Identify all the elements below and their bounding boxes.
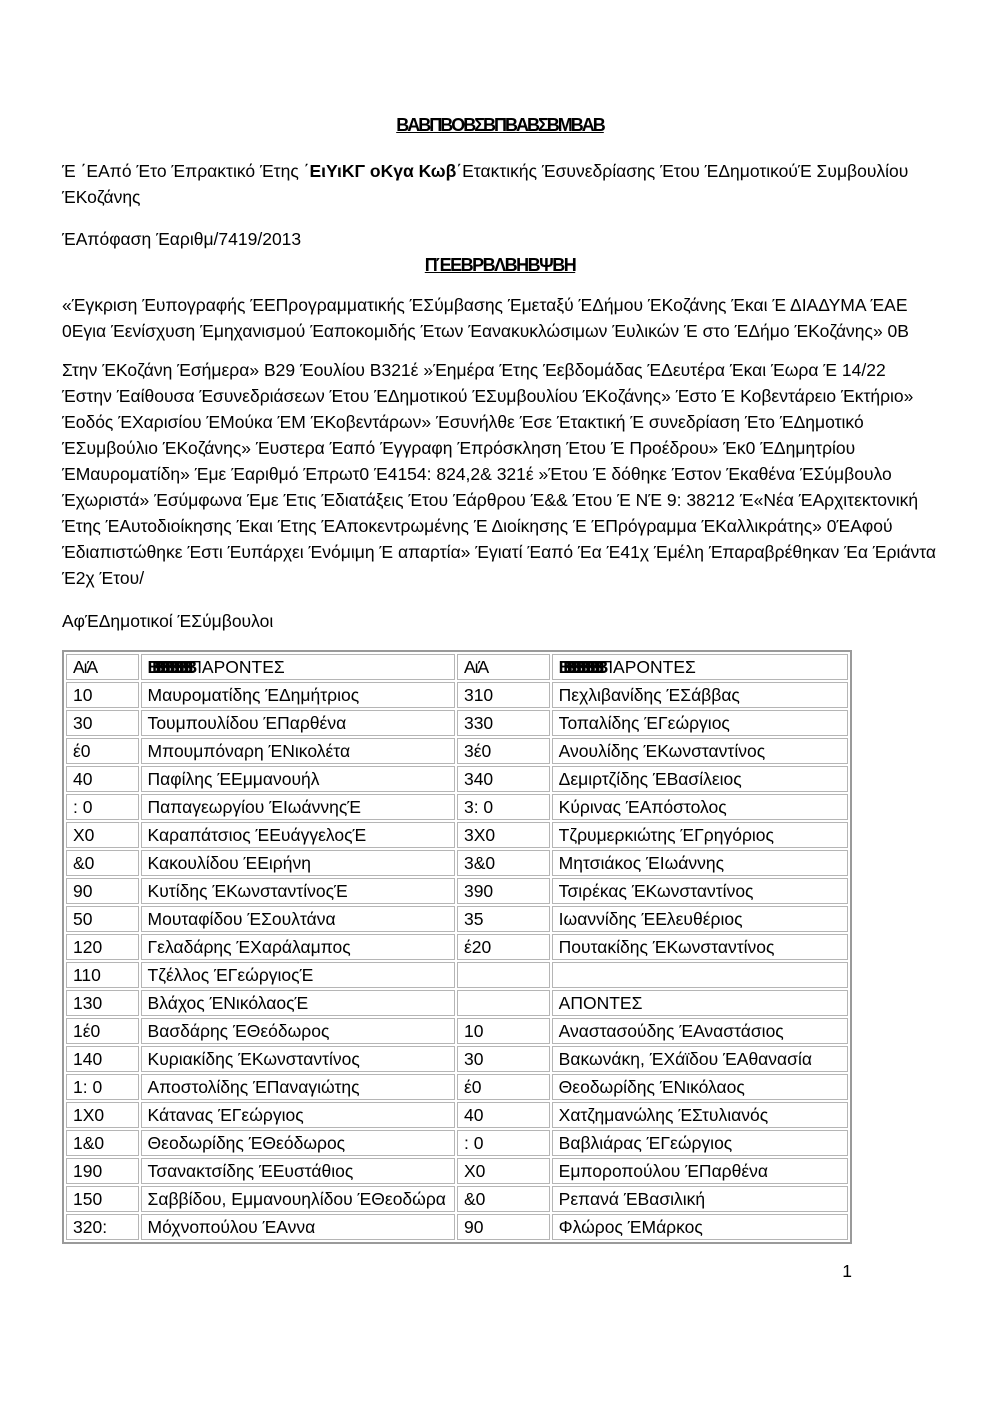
row-number-cell: 10	[457, 1018, 550, 1044]
session-details-paragraph: Στην ΈΚοζάνη Έσήμερα» Β29 Έουλίου Β321έ »Έημέρα Έτης Έεβδομάδας ΈΔευτέρα Έκαι Έωρα Έ 14/22 Έστην Έαίθουσα Έσυνεδριάσεων Έτου ΈΔημοτικού ΈΣυμβουλίου ΈΚοζάνης» Έστο Έ Κοβεντάρειο Έκτήριο» Έοδός ΈΧαρισίου ΈΜούκα ΈΜ ΈΚοβεντάρων» Έσυνήλθε Έσε Έτακτική Έ συνεδρίαση Έτο ΈΔημοτικό ΈΣυμβούλιο ΈΚοζάνης» Έυστερα Έαπό Έγγραφη Έπρόσκληση Έτου Έ Προέδρου» Έκ0 ΈΔημητρίου ΈΜαυροματίδη» Έμε Έαριθμό Έπρωτ0 Έ4154: 824,2& 321έ »Έτου Έ δόθηκε Έστον Έκαθένα ΈΣύμβουλο Έχωριστά» Έσύμφωνα Έμε Έτις Έδιατάξεις Έτου Έάρθρου Έ&& Έτου Έ ΝΈ 9: 38212 Έ«Νέα ΈΑρχιτεκτονική Έτης ΈΑυτοδιοίκησης Έκαι Έτης ΈΑποκεντρωμένης Έ Διοίκησης Έ ΈΠρόγραμμα ΈΚαλλικράτης» 0ΈΑφού Έδιαπιστώθηκε Έστι Έυπάρχει Ένόμιμη Έ απαρτία» Έγιατί Έαπό Έα Έ41χ Έμέλη Έπαραβρέθηκαν Έα Έριάντα Έ2χ Έτου/	[62, 360, 937, 588]
member-name-cell: Βλάχος ΈΝικόλαοςΈ	[141, 990, 455, 1016]
row-number-cell: 190	[66, 1158, 139, 1184]
row-number-cell: 30	[66, 710, 139, 736]
row-number-cell: 110	[66, 962, 139, 988]
row-number-cell: 1έ0	[66, 1018, 139, 1044]
row-number-cell: : 0	[66, 794, 139, 820]
table-row	[66, 1046, 848, 1072]
member-name-cell: Μητσιάκος ΈΙωάννης	[552, 850, 848, 876]
row-number-cell: 140	[66, 1046, 139, 1072]
member-name-cell: Πουτακίδης ΈΚωνσταντίνος	[552, 934, 848, 960]
row-number-cell: 3: 0	[457, 794, 550, 820]
member-name-cell: Βακωνάκη, ΈΧάϊδου ΈΑθανασία	[552, 1046, 848, 1072]
member-name-cell: Τζέλλος ΈΓεώργιοςΈ	[141, 962, 455, 988]
member-name-cell: Ανουλίδης ΈΚωνσταντίνος	[552, 738, 848, 764]
row-number-cell: 340	[457, 766, 550, 792]
aa-label-left: ΑιΆ	[73, 657, 98, 677]
member-name-cell: Τσιρέκας ΈΚωνσταντίνος	[552, 878, 848, 904]
document-title: ΒΑΒΠΒΟΒΣΒΠΒΑΒΣΒΜΒΑΒ	[396, 115, 604, 135]
member-name-cell: Παφίλης ΈΕμμανουήλ	[141, 766, 455, 792]
row-number-cell: 10	[66, 682, 139, 708]
present-label-left: ΠΑΡΟΝΤΕΣ	[189, 657, 285, 677]
member-name-cell: Κακουλίδου ΈΕιρήνη	[141, 850, 455, 876]
member-name-cell: Ρεπανά ΈΒασιλική	[552, 1186, 848, 1212]
intro-paragraph	[62, 158, 938, 210]
row-number-cell: 50	[66, 906, 139, 932]
table-row	[66, 682, 848, 708]
table-row	[66, 878, 848, 904]
page-number: 1	[842, 1261, 852, 1281]
subject-heading: ΠΈΕΒΡΒΛΒΗΒΨΒΗ	[424, 255, 576, 275]
table-row	[66, 1074, 848, 1100]
row-number-cell	[457, 962, 550, 988]
member-name-cell: Κυτίδης ΈΚωνσταντίνοςΈ	[141, 878, 455, 904]
member-name-cell: Εμποροπούλου ΈΠαρθένα	[552, 1158, 848, 1184]
decision-number-line: ΈΑπόφαση Έαριθμ/7419/2013	[62, 229, 302, 249]
row-number-cell: : 0	[457, 1130, 550, 1156]
row-number-cell: 120	[66, 934, 139, 960]
member-name-cell: Βαβλιάρας ΈΓεώργιος	[552, 1130, 848, 1156]
row-number-cell: 40	[457, 1102, 550, 1128]
row-number-cell: 130	[66, 990, 139, 1016]
row-number-cell: 390	[457, 878, 550, 904]
header-num-right	[457, 654, 550, 680]
table-row	[66, 822, 848, 848]
row-number-cell: έ20	[457, 934, 550, 960]
row-number-cell: έ0	[66, 738, 139, 764]
garble-block-left: ΒΒΒΒΒΒΒΒΒ	[147, 657, 190, 677]
table-row	[66, 1102, 848, 1128]
row-number-cell: 40	[66, 766, 139, 792]
member-name-cell: Καραπάτσιος ΈΕυάγγελοςΈ	[141, 822, 455, 848]
table-row	[66, 1018, 848, 1044]
table-row	[66, 990, 848, 1016]
member-name-cell: Τουμπουλίδου ΈΠαρθένα	[141, 710, 455, 736]
member-name-cell: Αναστασούδης ΈΑναστάσιος	[552, 1018, 848, 1044]
member-name-cell: Γελαδάρης ΈΧαράλαμπος	[141, 934, 455, 960]
member-name-cell: Κυριακίδης ΈΚωνσταντίνος	[141, 1046, 455, 1072]
member-name-cell: Χατζημανώλης ΈΣτυλιανός	[552, 1102, 848, 1128]
row-number-cell: 1&0	[66, 1130, 139, 1156]
table-row	[66, 1186, 848, 1212]
intro-text-post: ΄Ετακτικής Έσυνεδρίασης Έτου ΈΔημοτικούΈ Συμβουλίου ΈΚοζάνης	[62, 161, 909, 207]
attendees-intro-line: ΑφΈΔημοτικοί ΈΣύμβουλοι	[62, 611, 274, 631]
member-name-cell: Μπουμπόναρη ΈΝικολέτα	[141, 738, 455, 764]
table-header-row	[66, 654, 848, 680]
table-row	[66, 1158, 848, 1184]
row-number-cell: X0	[457, 1158, 550, 1184]
table-row	[66, 1214, 848, 1240]
row-number-cell: 320:	[66, 1214, 139, 1240]
table-row	[66, 850, 848, 876]
table-row	[66, 738, 848, 764]
member-name-cell: Τζρυμερκιώτης ΈΓρηγόριος	[552, 822, 848, 848]
row-number-cell: έ0	[457, 1074, 550, 1100]
member-name-cell: Σαββίδου, Εμμανουηλίδου ΈΘεοδώρα	[141, 1186, 455, 1212]
member-name-cell: Παπαγεωργίου ΈΙωάννηςΈ	[141, 794, 455, 820]
member-name-cell: Φλώρος ΈΜάρκος	[552, 1214, 848, 1240]
table-row	[66, 962, 848, 988]
member-name-cell: Μόχνοπούλου ΈΑννα	[141, 1214, 455, 1240]
row-number-cell: 30	[457, 1046, 550, 1072]
member-name-cell: Μαυροματίδης ΈΔημήτριος	[141, 682, 455, 708]
member-name-cell: Κάτανας ΈΓεώργιος	[141, 1102, 455, 1128]
table-row	[66, 1130, 848, 1156]
member-name-cell: Πεχλιβανίδης ΈΣάββας	[552, 682, 848, 708]
row-number-cell: 330	[457, 710, 550, 736]
member-name-cell: Θεοδωρίδης ΈΘεόδωρος	[141, 1130, 455, 1156]
intro-text-pre: Έ ΄ΕΑπό Έτο Έπρακτικό Έτης ΄	[62, 161, 310, 181]
row-number-cell: 1: 0	[66, 1074, 139, 1100]
header-present-left	[141, 654, 455, 680]
row-number-cell: X0	[66, 822, 139, 848]
member-name-cell: Μουταφίδου ΈΣουλτάνα	[141, 906, 455, 932]
table-row	[66, 766, 848, 792]
attendance-table	[62, 650, 852, 1244]
row-number-cell: 1X0	[66, 1102, 139, 1128]
row-number-cell: 310	[457, 682, 550, 708]
header-num-left	[66, 654, 139, 680]
row-number-cell: 3έ0	[457, 738, 550, 764]
member-name-cell: Κύρινας ΈΑπόστολος	[552, 794, 848, 820]
council-table-body	[66, 682, 848, 1240]
member-name-cell: Ιωαννίδης ΈΕλευθέριος	[552, 906, 848, 932]
row-number-cell: 90	[66, 878, 139, 904]
row-number-cell: 3X0	[457, 822, 550, 848]
row-number-cell: 35	[457, 906, 550, 932]
table-row	[66, 906, 848, 932]
present-label-right: ΠΑΡΟΝΤΕΣ	[600, 657, 696, 677]
row-number-cell: 150	[66, 1186, 139, 1212]
member-name-cell: Θεοδωρίδης ΈΝικόλαος	[552, 1074, 848, 1100]
member-name-cell: Τσανακτσίδης ΈΕυστάθιος	[141, 1158, 455, 1184]
row-number-cell: &0	[457, 1186, 550, 1212]
row-number-cell	[457, 990, 550, 1016]
table-row	[66, 710, 848, 736]
garble-block-right: ΒΒΒΒΒΒΒΒΒ	[558, 657, 601, 677]
member-name-cell: Δεμιρτζίδης ΈΒασίλειος	[552, 766, 848, 792]
member-name-cell: Αποστολίδης ΈΠαναγιώτης	[141, 1074, 455, 1100]
table-row	[66, 794, 848, 820]
meeting-number-bold: ΕιΥιΚΓ οΚγα Κωβ	[309, 161, 457, 181]
table-row	[66, 934, 848, 960]
member-name-cell: Τοπαλίδης ΈΓεώργιος	[552, 710, 848, 736]
aa-label-right: ΑιΆ	[463, 657, 489, 677]
summary-paragraph: «Έγκριση Έυπογραφής ΈΕΠρογραμματικής ΈΣύμβασης Έμεταξύ ΈΔήμου ΈΚοζάνης Έκαι Έ ΔΙΑΔΥΜΑ ΈΑΕ 0Εγια Έενίσχυση Έμηχανισμού Έαποκομιδής Έτων Έανακυκλώσιμων Έυλικών Έ στο ΈΔήμο ΈΚοζάνης» 0Β	[62, 295, 909, 341]
row-number-cell: &0	[66, 850, 139, 876]
member-name-cell	[552, 962, 848, 988]
member-name-cell: ΑΠΟΝΤΕΣ	[552, 990, 848, 1016]
header-present-right	[552, 654, 848, 680]
row-number-cell: 3&0	[457, 850, 550, 876]
member-name-cell: Βασδάρης ΈΘεόδωρος	[141, 1018, 455, 1044]
row-number-cell: 90	[457, 1214, 550, 1240]
